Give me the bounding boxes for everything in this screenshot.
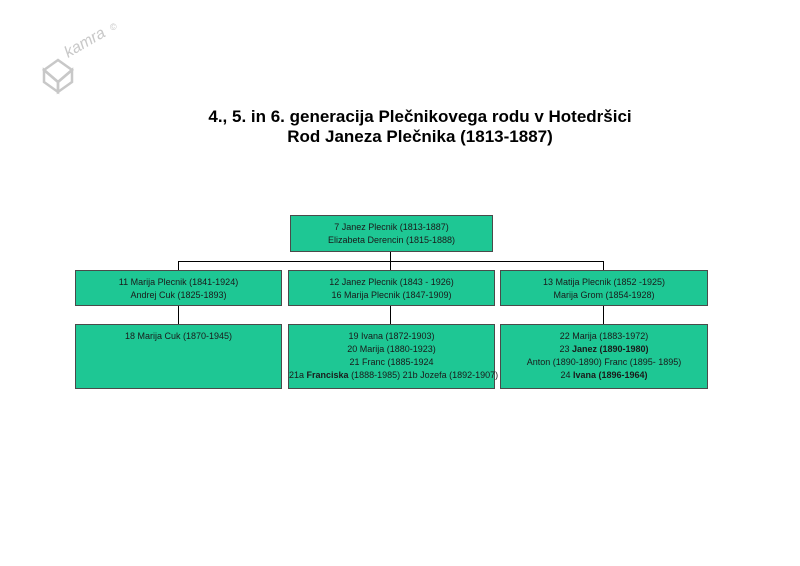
connector-gc1 <box>178 305 179 325</box>
node-line: Andrej Cuk (1825-1893) <box>130 290 227 300</box>
node-line <box>501 343 707 356</box>
text-part-bold: Franciska <box>306 370 349 380</box>
copyright-mark: © <box>110 22 117 32</box>
logo-text: kamra <box>61 24 109 62</box>
text-part: 21a <box>289 370 307 380</box>
node-child-2 <box>288 270 495 306</box>
text-part: 24 <box>560 370 573 380</box>
connector-root-down <box>390 251 391 261</box>
node-line <box>501 369 707 382</box>
text-part-bold: Ivana (1896-1964) <box>572 370 648 380</box>
node-child-3 <box>500 270 708 306</box>
node-root-line: Elizabeta Derencin (1815-1888) <box>327 235 456 245</box>
node-grandchildren-3 <box>500 324 708 389</box>
connector-gc2 <box>390 305 391 325</box>
text-part: 23 <box>559 344 572 354</box>
page-title: 4., 5. in 6. generacija Plečnikovega rodu v Hotedršici <box>208 107 632 126</box>
node-child-1 <box>75 270 282 306</box>
node-line: 13 Matija Plecnik (1852 -1925) <box>542 277 666 287</box>
connector-horizontal <box>178 261 604 262</box>
node-line <box>289 369 499 382</box>
kamra-logo <box>38 20 128 95</box>
node-line: 12 Janez Plecnik (1843 - 1926) <box>329 277 454 287</box>
node-line: 16 Marija Plecnik (1847-1909) <box>331 290 452 300</box>
node-line: 19 Ivana (1872-1903) <box>348 331 435 341</box>
node-line: Anton (1890-1890) Franc (1895- 1895) <box>526 357 682 367</box>
node-line: 22 Marija (1883-1972) <box>559 331 649 341</box>
node-line: 21 Franc (1885-1924 <box>349 357 434 367</box>
text-part: (1888-1985) 21b Jozefa (1892-1907) <box>348 370 499 380</box>
node-root <box>290 215 493 252</box>
text-part-bold: Janez (1890-1980) <box>571 344 649 354</box>
node-grandchildren-2 <box>288 324 499 389</box>
node-line: Marija Grom (1854-1928) <box>553 290 655 300</box>
page-subtitle: Rod Janeza Plečnika (1813-1887) <box>287 127 553 146</box>
node-line: 20 Marija (1880-1923) <box>347 344 436 354</box>
node-line: 11 Marija Plecnik (1841-1924) <box>118 277 239 287</box>
node-root-line: 7 Janez Plecnik (1813-1887) <box>334 222 449 232</box>
node-grandchildren-1 <box>75 324 282 389</box>
connector-gc3 <box>603 305 604 325</box>
node-line: 18 Marija Cuk (1870-1945) <box>124 331 233 341</box>
